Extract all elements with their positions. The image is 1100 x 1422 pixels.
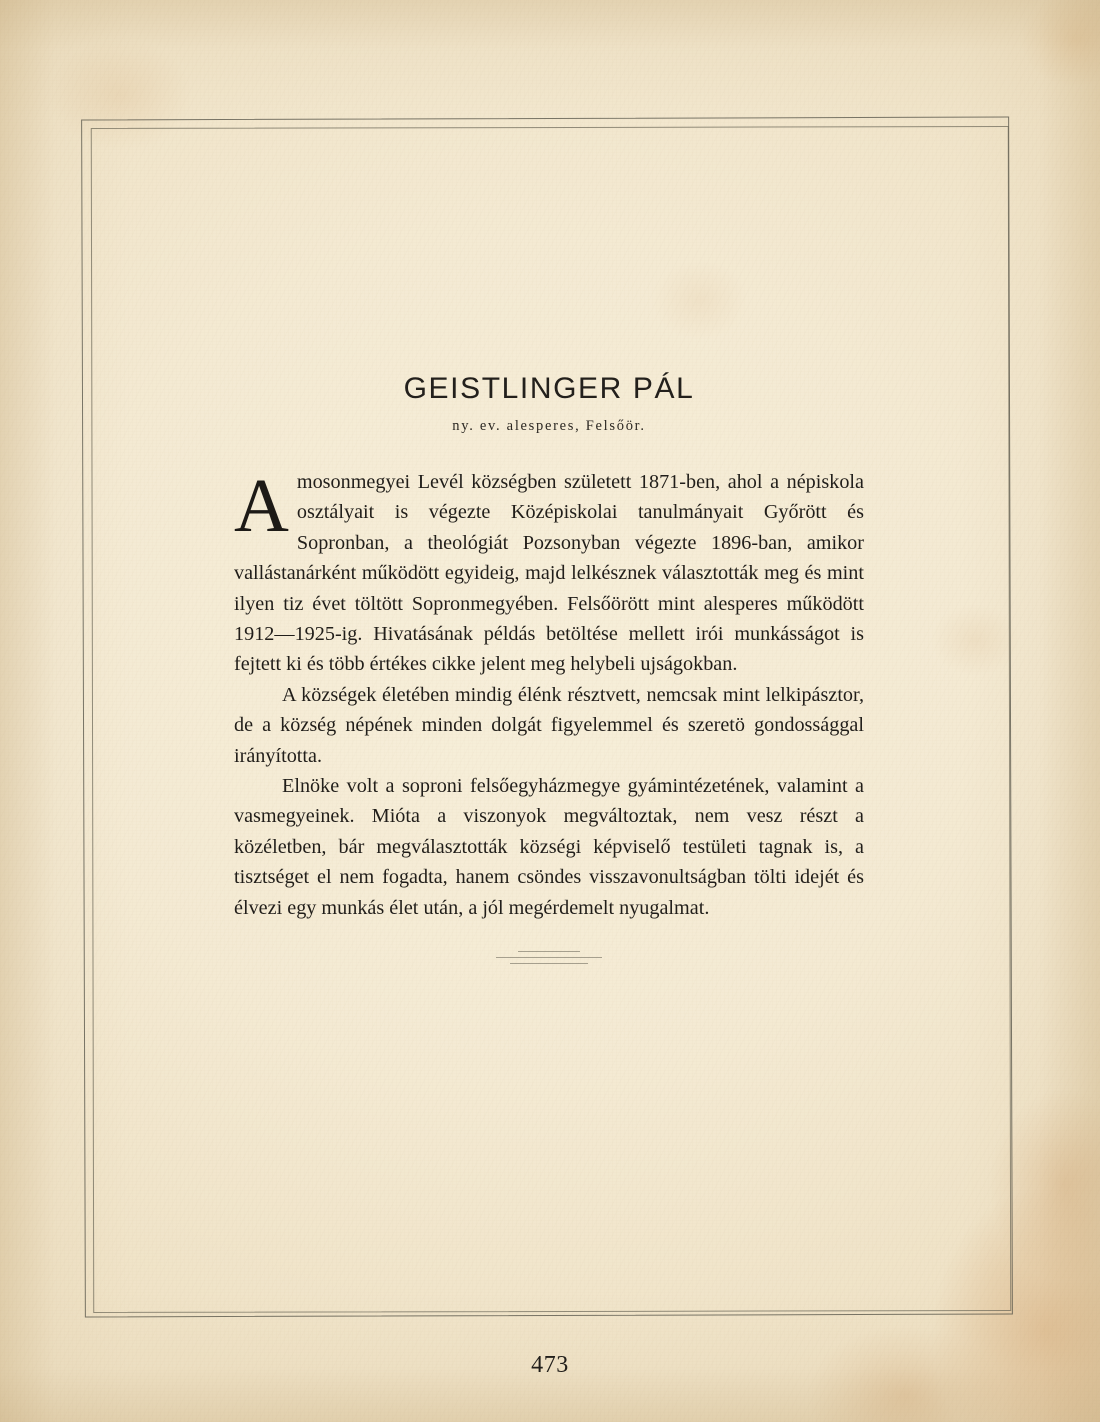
body-paragraph-3: Elnöke volt a soproni felsőegyházmegye gyámintézetének, valamint a vasmegyeinek. Mióta a viszonyok megváltoztak, nem vesz részt a közéletben, bár megválasztották községi képviselő testületi tagnak is, a tisztséget el nem fogadta, hanem csöndes visszavonultságban tölti idejét és élvezi egy munkás élet után, a jól megérdemelt nyugalmat. [234,775,864,919]
page-subtitle: ny. ev. alesperes, Felsőör. [452,418,646,434]
section-divider-ornament [484,949,614,967]
body-paragraph-1: Amosonmegyei Levél községben született 1871-ben, ahol a népiskola osztályait is végezte Középiskolai tanulmányait Győrött és Sopronban, a theológiát Pozsonyban végezte 1896-ban, amikor vallástanárként működött egyideig, majd lelkésznek választották meg és mint ilyen tiz évet töltött Sopronmegyében. Felsőörött mint alesperes működött 1912—1925-ig. Hivatásának példás betöltése mellett irói munkásságot is fejtett ki és több értékes cikke jelent meg helybeli ujságokban. [234,464,864,676]
body-paragraph-2: A községek életében mindig élénk résztvett, nemcsak mint lelkipásztor, de a község népének minden dolgát figyelemmel és szeretö gondossággal irányította. [234,683,864,767]
divider-rule-bottom [510,963,588,964]
page-number: 473 [531,1352,569,1378]
text-column [234,0,864,967]
divider-rule-middle [496,957,602,958]
divider-rule-top [518,951,580,952]
page-title: GEISTLINGER PÁL [403,372,695,405]
